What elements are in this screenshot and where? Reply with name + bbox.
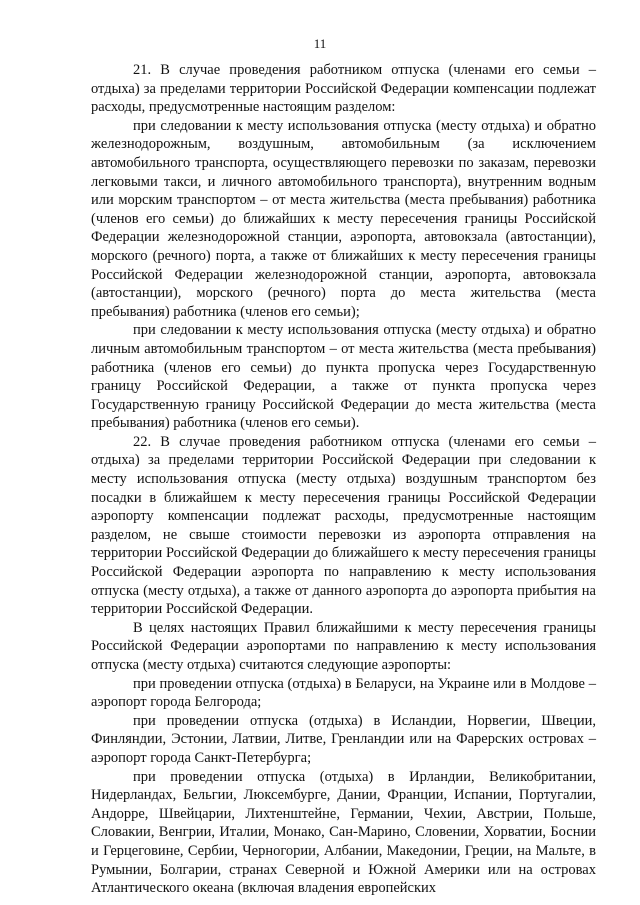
paragraph-21-personal-auto: при следовании к месту использования отпуска (месту отдыха) и обратно личным автомобильным транспортом – от места жительства (места пребывания) работника (членов его семьи) до пункта пропуска через Государственную границу Российской Федерации, а также от пункта пропуска через Государственную границу Российской Федерации до места жительства (места пребывания) работника (членов его семьи). <box>91 322 596 432</box>
page-number: 11 <box>313 36 327 51</box>
paragraph-europe-america-list: при проведении отпуска (отдыха) в Ирландии, Великобритании, Нидерландах, Бельгии, Люксембурге, Дании, Франции, Испании, Португалии, Андорре, Швейцарии, Лихтенштейне, Германии, Чехии, Австрии, Польше, Словакии, Венгрии, Италии, Монако, Сан-Марино, Словении, Хорватии, Боснии и Герцеговине, Сербии, Черногории, Албании, Македонии, Греции, на Мальте, в Румынии, Болгарии, странах Северной и Южной Америки или на островах Атлантического океана (включая владения европейских <box>91 768 596 897</box>
paragraph-21-rail-air-auto: при следовании к месту использования отпуска (месту отдыха) и обратно железнодорожным, воздушным, автомобильным (за исключением автомобильного транспорта, осуществляющего перевозки по заказам, перевозки легковыми такси, и личного автомобильного транспорта), внутренним водным или морским транспортом – от места жительства (места пребывания) работника (членов его семьи) до ближайших к месту пересечения границы Российской Федерации железнодорожной станции, аэропорта, автовокзала (автостанции), морского (речного) порта, а также от ближайших к месту пересечения границы Российской Федерации железнодорожной станции, аэропорта, автовокзала (автостанции), морского (речного) порта до места жительства (места пребывания) работника (членов его семьи); <box>91 117 596 320</box>
paragraph-belgorod-airport: при проведении отпуска (отдыха) в Беларуси, на Украине или в Молдове – аэропорт города Белгорода; <box>91 675 596 711</box>
paragraph-saint-petersburg-airport: при проведении отпуска (отдыха) в Исландии, Норвегии, Швеции, Финляндии, Эстонии, Латвии, Литве, Гренландии или на Фарерских островах – аэропорт города Санкт-Петербурга; <box>91 712 596 766</box>
paragraph-nearest-airports-intro: В целях настоящих Правил ближайшими к месту пересечения границы Российской Федерации аэропортами по направлению к месту использования отпуска (месту отдыха) считаются следующие аэропорты: <box>91 619 596 673</box>
paragraph-22: 22. В случае проведения работником отпуска (членами его семьи – отдыха) за пределами территории Российской Федерации при следовании к месту использования отпуска (месту отдыха) воздушным транспортом без посадки в ближайшем к месту пересечения границы Российской Федерации аэропорту компенсации подлежат расходы, предусмотренные настоящим разделом, не свыше стоимости перевозки из аэропорта отправления на территории Российской Федерации до ближайшего к месту пересечения границы Российской Федерации аэропорта по направлению к месту использования отпуска (месту отдыха), а также от данного аэропорта до аэропорта прибытия на территории Российской Федерации. <box>91 433 596 618</box>
paragraph-21: 21. В случае проведения работником отпуска (членами его семьи – отдыха) за пределами территории Российской Федерации компенсации подлежат расходы, предусмотренные настоящим разделом: <box>91 62 596 116</box>
document-body <box>91 61 596 898</box>
